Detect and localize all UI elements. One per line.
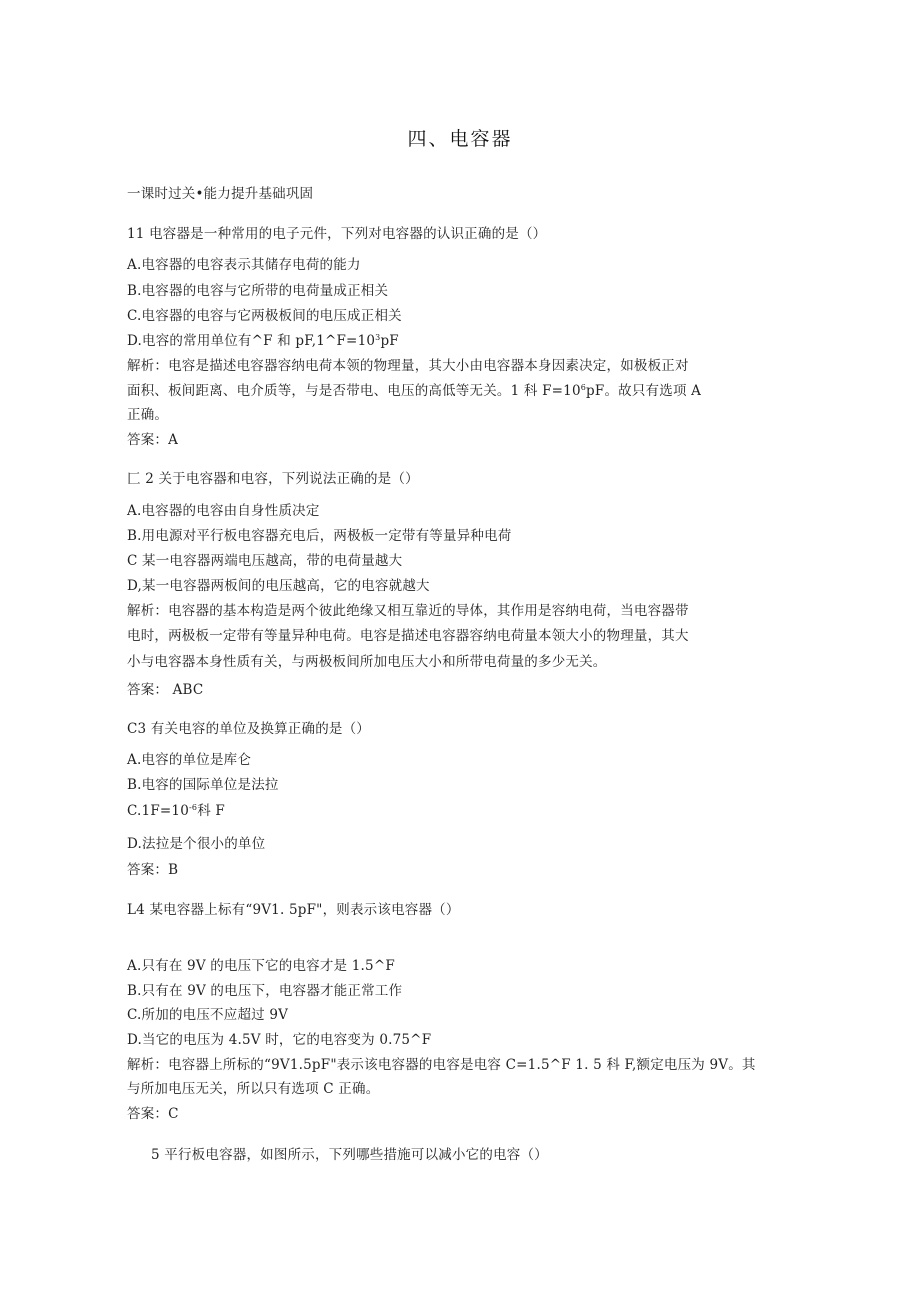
q1-option-d — [127, 332, 399, 350]
q5-stem: 5 平行板电容器，如图所示，下列哪些措施可以减小它的电容（） — [151, 1147, 548, 1163]
q4-option-c: C.所加的电压不应超过 9V — [127, 1007, 289, 1023]
q3-option-a: A.电容的单位是库仑 — [127, 752, 252, 768]
q1-explanation-line-2 — [127, 382, 701, 400]
q2-option-d: D,某一电容器两板间的电压越高，它的电容就越大 — [127, 578, 430, 594]
q4-option-b: B.只有在 9V 的电压下，电容器才能正常工作 — [127, 983, 403, 999]
q1-explanation-line-1: 解析：电容是描述电容器容纳电荷本领的物理量，其大小由电容器本身因素决定，如极板正对 — [127, 358, 689, 374]
q4-option-d: D.当它的电压为 4.5V 时，它的电容变为 0.75^F — [127, 1032, 432, 1048]
q2-explanation-line-2: 电时，两极板一定带有等量异种电荷。电容是描述电容器容纳电荷量本领大小的物理量，其大 — [127, 628, 689, 644]
q3-option-b: B.电容的国际单位是法拉 — [127, 777, 279, 793]
q1-option-c: C.电容器的电容与它两极板间的电压成正相关 — [127, 308, 402, 324]
q3-stem: C3 有关电容的单位及换算正确的是（） — [127, 721, 371, 737]
q4-answer: 答案：C — [127, 1106, 179, 1122]
section-heading: 一课时过关•能力提升基础巩固 — [127, 186, 314, 202]
q2-option-b: B.用电源对平行板电容器充电后，两极板一定带有等量异种电荷 — [127, 528, 512, 544]
page-title: 四、电容器 — [407, 128, 513, 150]
q2-explanation-line-3: 小与电容器本身性质有关，与两极板间所加电压大小和所带电荷量的多少无关。 — [127, 654, 607, 670]
q2-option-c: C 某一电容器两端电压越高，带的电荷量越大 — [127, 553, 403, 569]
q2-explanation-line-1: 解析：电容器的基本构造是两个彼此绝缘又相互靠近的导体，其作用是容纳电荷，当电容器带 — [127, 603, 689, 619]
q3-option-d: D.法拉是个很小的单位 — [127, 836, 266, 852]
q2-stem: 匚 2 关于电容器和电容，下列说法正确的是（） — [127, 471, 419, 487]
q1-stem: 11 电容器是一种常用的电子元件，下列对电容器的认识正确的是（） — [127, 226, 547, 242]
q4-explanation-line-1: 解析：电容器上所标的“9V1.5pF"表示该电容器的电容是电容 C=1.5^F 1. 5 科 F,额定电压为 9V。其 — [127, 1057, 756, 1073]
q4-stem: L4 某电容器上标有“9V1. 5pF"，则表示该电容器（） — [127, 902, 460, 918]
q3-option-c-unit: 科 F — [197, 803, 225, 819]
q4-explanation-line-2: 与所加电压无关，所以只有选项 C 正确。 — [127, 1081, 380, 1097]
q1-option-d-unit: pF — [380, 333, 399, 349]
q1-explanation-tail: pF。故只有选项 A — [586, 383, 702, 399]
q2-option-a: A.电容器的电容由自身性质决定 — [127, 503, 320, 519]
q1-option-d-text: D.电容的常用单位有^F 和 pF,1^F=10 — [127, 333, 376, 349]
q3-option-c — [127, 802, 225, 820]
q1-explanation-text: 面积、板间距离、电介质等，与是否带电、电压的高低等无关。1 科 F=10 — [127, 383, 581, 399]
q1-option-a: A.电容器的电容表示其储存电荷的能力 — [127, 257, 361, 273]
q3-option-c-exponent: -6 — [189, 803, 198, 812]
q3-option-c-text: C.1F=10 — [127, 803, 189, 819]
q1-option-d-exponent: 3 — [375, 333, 381, 342]
q2-answer: 答案： ABC — [127, 682, 204, 698]
q1-explanation-exponent: 6 — [580, 383, 587, 392]
q3-answer: 答案：B — [127, 862, 179, 878]
q1-explanation-line-3: 正确。 — [127, 407, 169, 423]
q1-answer: 答案：A — [127, 432, 179, 448]
q4-option-a: A.只有在 9V 的电压下它的电容才是 1.5^F — [127, 958, 395, 974]
q1-option-b: B.电容器的电容与它所带的电荷量成正相关 — [127, 283, 389, 299]
